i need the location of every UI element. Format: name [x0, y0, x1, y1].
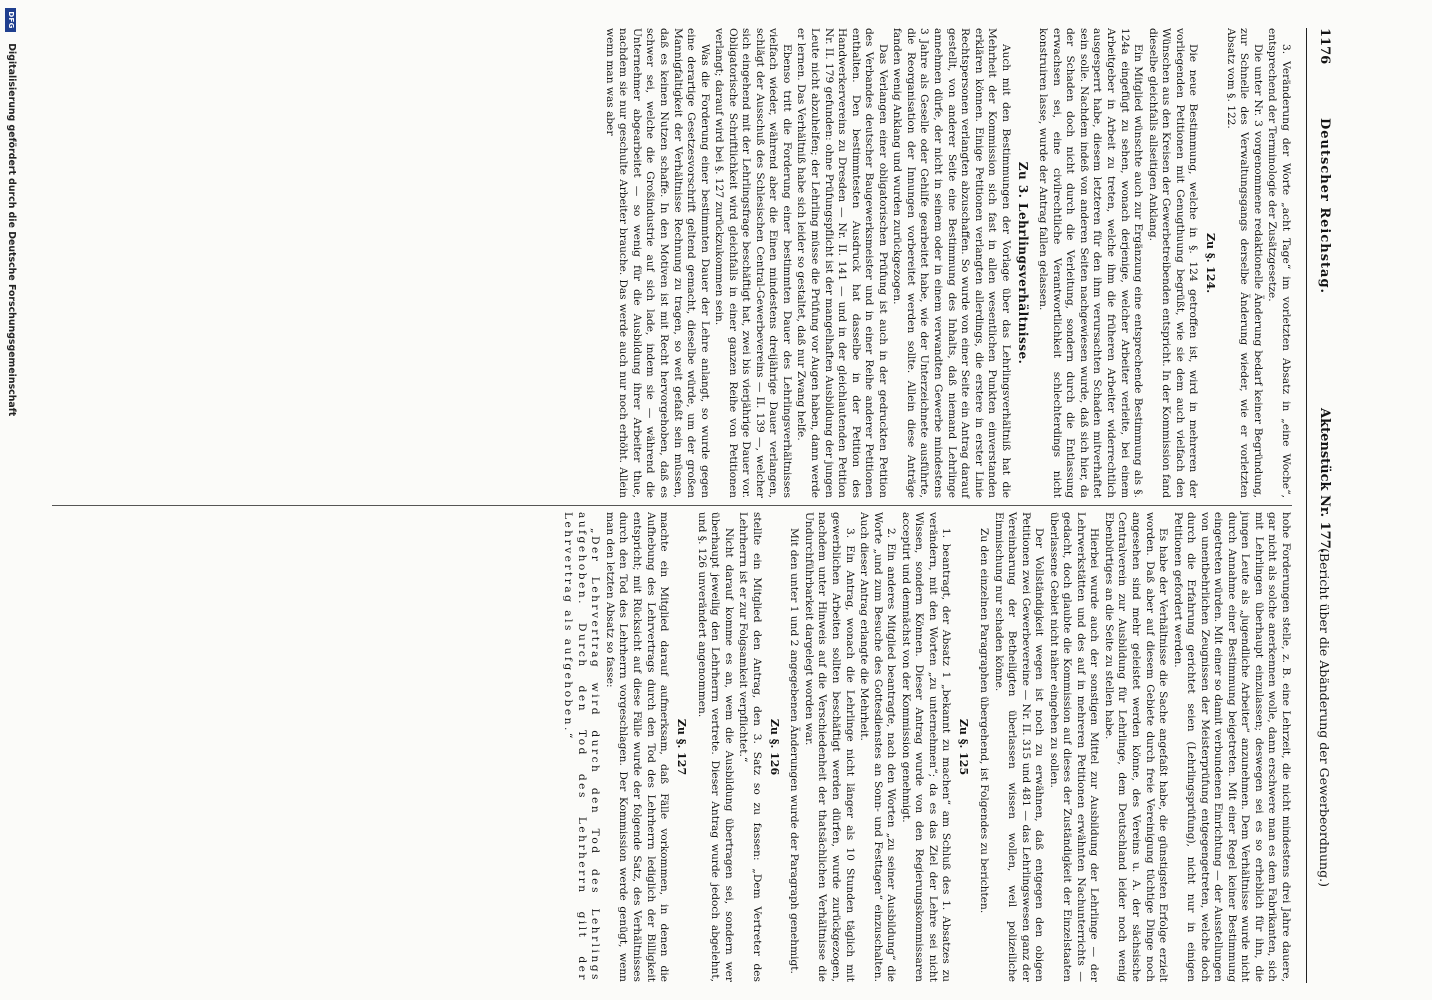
paragraph: „Der Lehrvertrag wird durch den Tod des Lehrlings aufgehoben. Durch den Tod des Lehrherrn gilt der Lehrvertrag als aufgehoben.“ — [562, 512, 602, 982]
paragraph: Die neue Bestimmung, welche in §. 124 getroffen ist, wird in mehreren der vorliegenden Petitionen mit Genugthuung begrüßt, wie sie dem auch vielfach den Wünschen aus den Kreisen der Gewerbetreibenden entspricht. In der Kommission fand dieselbe gleichfalls allseitigen Anklang. — [1146, 28, 1200, 499]
section-heading: Zu §. 126 — [767, 718, 781, 776]
paragraph: Auch mit den Bestimmungen der Vorlage über das Lehrlingsverhältniß hat die Mehrheit der Kommission sich fast in allen wesentlichen Punkten einverstanden erklären können. Einige Petitionen verlangten allerdings, die erstere in erster Linie Rechtspersonen verlangten abzuschaffen. So wurde von einer Seite ein Antrag darauf gestellt, von anderer Seite eine Bestimmung des Inhalts, daß niemand Lehrlinge annehmen dürfe, der nicht in seinem oder in einem verwandten Gewerbe mindestens 3 Jahre als Geselle oder Gehilfe gearbeitet habe, wie der Unterzeichnete ausführte, die Reorganisation der Innungen vorbereitet werden sollte. Allein diese Anträge fanden wenig Anklang und wurden zurückgezogen. — [891, 28, 1012, 498]
paragraph: Der Vollständigkeit wegen ist noch zu erwähnen, daß entgegen den obigen Petitionen zwei Gewerbevereine — Nr. II. 315 und 481 — das Lehrlingswesen ganz der Vereinbarung der Betheiligten überlassen wissen wollen, weil polizeiliche Einmischung nur schaden könne. — [992, 512, 1046, 982]
paragraph: Es habe der Verhältnisse die Sache angefaßt habe, die günstigsten Erfolge erzielt worden. Daß aber auf diesem Gebiete durch freie Vereinigung tüchtige Dinge noch angesehen sind mehr geleistet werden könne, des Vereins u. A. der sächsische Centralverein zur Ausbildung für Lehrlinge, dem Deutschland leider noch wenig Ebenbürtiges an die Seite zu stellen habe. — [1102, 512, 1170, 982]
paragraph: 2. Ein anderes Mitglied beantragte, nach den Worten „zu seiner Ausbildung“ die Worte „und zum Besuche des Gottesdienstes an Sonn- und Festtagen“ einzuschalten. Auch dieser Antrag erlangte die Mehrheit. — [858, 512, 898, 982]
issue-number: Aktenstück Nr. 177. — [1317, 408, 1332, 554]
section-heading: Zu §. 127 — [675, 718, 689, 776]
right-column — [560, 512, 1292, 982]
section-heading: Zu §. 124. — [1204, 232, 1218, 294]
paragraph: machte ein Mitglied darauf aufmerksam, daß Fälle vorkommen, in denen die Aufhebung des Lehrvertrags durch den Tod des Lehrherrn lediglich der Billigkeit entspricht; mit Rücksicht auf diese Fälle wurde der folgende Satz, des Verhältnisses durch den Tod des Lehrherrn vorgeschlagen. Der Kommission werde genügt, wenn man den letzten Absatz so fasse: — [603, 512, 671, 982]
paragraph: 3. Veränderung der Worte „acht Tage“ im vorletzten Absatz in „eine Woche“, entsprechend der Terminologie der Zusätzgesetze. — [1266, 28, 1292, 498]
paragraph: 3. Ein Antrag, wonach die Lehrlinge nicht länger als 10 Stunden täglich mit gewerblichen Arbeiten sollten beschäftigt werden dürfen, wurde zurückgezogen, nachdem unter Hinweis auf die Verschiedenheit der thatsächlichen Verhältnisse die Undurchführbarkeit dargelegt worden war. — [802, 512, 856, 982]
paper-title: Deutscher Reichstag. — [1317, 118, 1332, 295]
page-header — [1306, 28, 1337, 983]
paragraph: Die unter Nr. 3 vorgenommene redaktionelle Änderung bedarf keiner Begründung, zur Schnelle des Verwaltungsgangs derselbe Änderung wieder, wie er vorletzten Absatz vom §. 122. — [1224, 28, 1264, 498]
section-heading: Zu 3. Lehrlingsverhältnisse. — [1015, 161, 1030, 365]
paragraph: Das Verlangen einer obligatorischen Prüfung ist auch in der gedruckten Petition des Verbandes deutscher Baugewerksmeister und in einer Reihe anderer Petitionen enthalten. Den bestimmtesten Ausdruck hat dasselbe in der Petition des Handwerkervereins zu Dresden — Nr. II. 141 — und in der gleichlautenden Petition Nr. II. 179 gefunden: ohne Prüfungspflicht ist der mangelhaften Ausbildung der jungen Leute nicht abzuhelfen; der Lehrling müsse die Prüfung vor Augen haben, dann werde er lernen. Das Verhältniß habe sich leider so gestaltet, daß nur Zwang helfe. — [795, 28, 889, 498]
page-number: 1176 — [1317, 28, 1332, 65]
paragraph: Mit den unter 1 und 2 angegebenen Änderungen wurde der Paragraph genehmigt. — [788, 528, 801, 974]
paragraph: 1. beantragt, der Absatz 1 „bekannt zu machen“ am Schluß des 1. Absatzes zu verändern, mit den Worten „zu unternehmen“; da es das Ziel der Lehre sei nicht Wissen, sondern Können. Dieser Antrag wurde von den Regierungskommissaren acceptirt und demnächst von der Kommission genehmigt. — [899, 512, 953, 982]
left-column — [601, 28, 1292, 498]
paragraph: Ein Mitglied wünschte auch zur Ergänzung eine entsprechende Bestimmung als §. 124a eingefügt zu sehen, wonach derjenige, welcher Arbeiter verleite, bei einem Arbeitgeber in Arbeit zu treten, welche ihm die früheren Arbeiter widerrechtlich ausgesperrt habe, diesem letzteren für den ihm verursachten Schaden mitverhaftet sein solle. Nachdem indeß von anderen Seiten nachgewiesen wurde, daß sich hier, da der Schaden doch nicht durch die Verleitung, sondern durch die Entlassung erwachsen sei, eine civilrechtliche Verantwortlichkeit schlechterdings nicht konstruiren lasse, wurde der Antrag fallen gelassen. — [1037, 28, 1145, 498]
digitization-footer — [2, 0, 20, 1000]
paragraph: Was die Forderung einer bestimmten Dauer der Lehre anlangt, so wurde gegen eine derartige Gesetzesvorschrift geltend gemacht, dieselbe würde, um der großen Mannigfaltigkeit der Verhältnisse Rechnung zu tragen, so weit gefaßt sein müssen, daß es keinen Nutzen schaffe. In den Motiven ist mit Recht hervorgehoben, daß es schwer sei, welche die Großindustrie auf sich lade, indem sie — während die Unternehmer abgearbeitet — so wenig für die Ausbildung ihrer Arbeiter thue, nachdem sie nur geschulte Arbeiter brauche. Das werde auch nur noch erhöht. Allein wenn man was aber — [603, 28, 711, 498]
paragraph: Zu den einzelnen Paragraphen übergehend, ist Folgendes zu berichten. — [977, 528, 990, 914]
paragraph: Hierbei wurde auch der sonstigen Mittel zur Ausbildung der Lehrlinge — der Lehrwerkstätten und des auf in mehreren Petitionen erwähnten Nachunterrichts — gedacht, doch glaubte die Kommission auf dieses der Zuständigkeit der Einzelstaaten überlassene Gebiet nicht näher eingehen zu sollen. — [1047, 512, 1101, 982]
column-divider — [52, 505, 1292, 506]
footer-credit: Digitalisierung gefördert durch die Deutsche Forschungsgemeinschaft — [6, 43, 17, 417]
paragraph: Nicht darauf komme es an, wem die Ausbildung übertragen sei, sondern wer überhaupt jeweilig den Lehrherrn vertrete. Dieser Antrag wurde jedoch abgelehnt, und §. 126 unverändert angenommen. — [695, 512, 735, 982]
section-heading: Zu §. 125 — [957, 718, 971, 776]
paragraph: hohe Forderungen stelle, z. B. eine Lehrzeit, die nicht mindestens drei Jahre dauere, gar nicht als solche anerkennen wolle, dann erschwere man es dem Fabrikanten, sich mit Lehrlingen überhaupt einzulassen; deswegen sei es so erheblich für ihn, die jungen Leute als „jugendliche Arbeiter“ anzunehmen. Dem Verhältnisse wurde nicht durch Annahme einer Bestimmung beigetreten. Mit einer Regel keiner Bestimmung eingetreten würden. Mit einer so damit verbundenen Einrichtung — der Ausstellungen von unentbehrlichen Zeugnissen der Meisterprüfung entgegengetreten, welche doch durch die Erfahrung gerichtet seien (Lehrlingsprüfung), nicht nur in einigen Petitionen gefordert werden. — [1171, 512, 1292, 982]
paragraph: stellte ein Mitglied den Antrag, den 3. Satz so zu fassen: „Dem Vertreter des Lehrherrn ist er zur Folgsamkeit verpflichtet.“ — [737, 512, 763, 982]
dfg-logo-icon: DFG — [6, 8, 17, 32]
paragraph: Ebenso tritt die Forderung einer bestimmten Dauer des Lehrlingsverhältnisses vielfach wieder, während aber die Einen mindestens dreijährige Dauer verlangen, schlägt der Ausschuß des Schlesischen Central-Gewerbevereins — II. 139 —, welcher sich eingehend mit der Lehrlingsfrage beschäftigt hat, zwei bis vierjährige Dauer vor. Obligatorische Schriftlichkeit wird gleichfalls in einer ganzen Reihe von Petitionen verlangt; darauf wird bei §. 127 zurückzukommen sein. — [713, 28, 793, 498]
report-title: (Bericht über die Abänderung der Gewerbeordnung.) — [1317, 548, 1332, 887]
